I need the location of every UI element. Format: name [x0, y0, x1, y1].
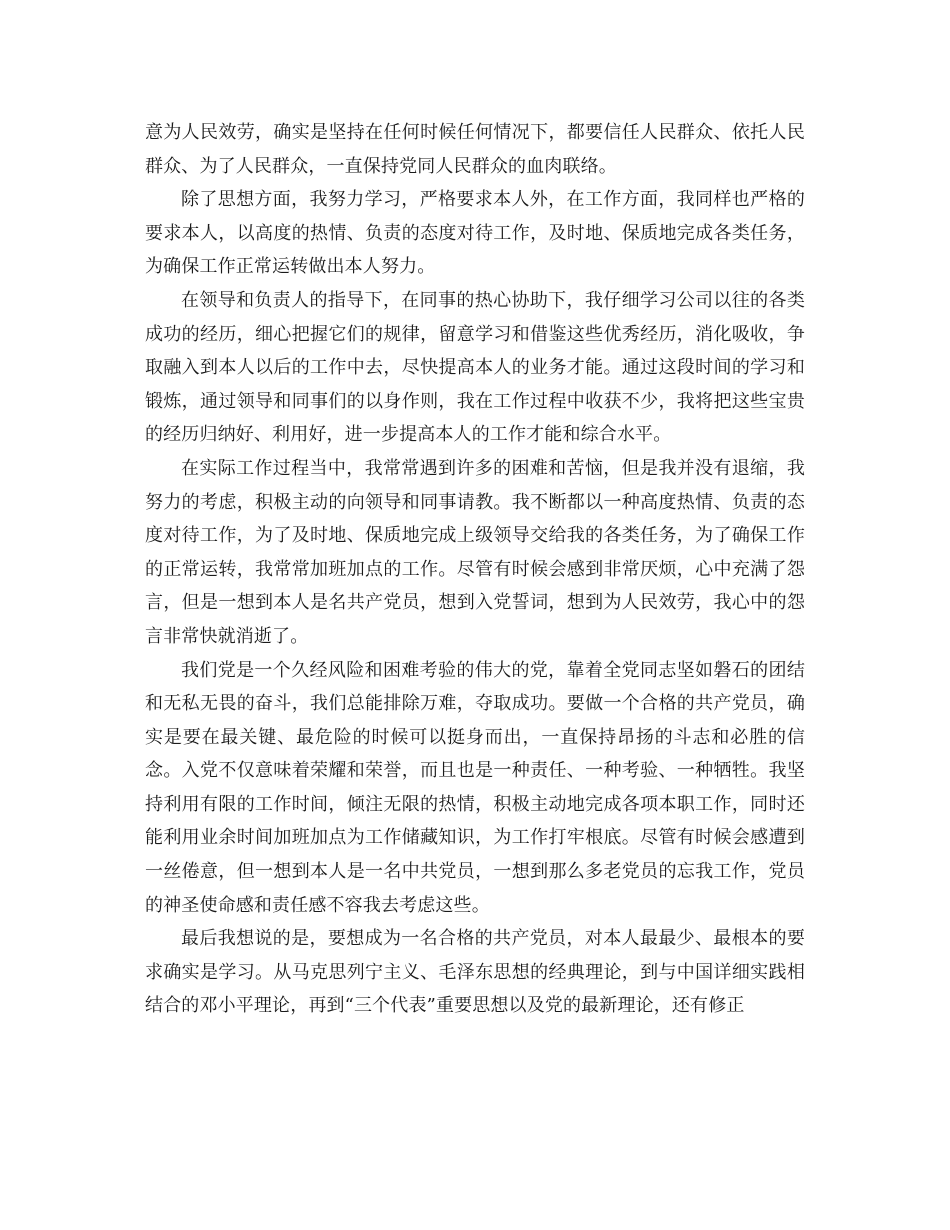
document-body — [145, 116, 805, 1023]
paragraph-2: 除了思想方面，我努力学习，严格要求本人外，在工作方面，我同样也严格的要求本人，以高度的热情、负责的态度对待工作，及时地、保质地完成各类任务，为确保工作正常运转做出本人努力。 — [145, 189, 805, 278]
paragraph-3: 在领导和负责人的指导下，在同事的热心协助下，我仔细学习公司以往的各类成功的经历，细心把握它们的规律，留意学习和借鉴这些优秀经历，消化吸收，争取融入到本人以后的工作中去，尽快提高本人的业务才能。通过这段时间的学习和锻炼，通过领导和同事们的以身作则，我在工作过程中收获不少，我将把这些宝贵的经历归纳好、利用好，进一步提高本人的工作才能和综合水平。 — [145, 289, 805, 446]
paragraph-1: 意为人民效劳，确实是坚持在任何时候任何情况下，都要信任人民群众、依托人民群众、为了人民群众，一直保持党同人民群众的血肉联络。 — [145, 122, 805, 177]
paragraph-5: 我们党是一个久经风险和困难考验的伟大的党，靠着全党同志坚如磐石的团结和无私无畏的奋斗，我们总能排除万难，夺取成功。要做一个合格的共产党员，确实是要在最关键、最危险的时候可以挺身而出，一直保持昂扬的斗志和必胜的信念。入党不仅意味着荣耀和荣誉，而且也是一种责任、一种考验、一种牺牲。我坚持利用有限的工作时间，倾注无限的热情，积极主动地完成各项本职工作，同时还能利用业余时间加班加点为工作储藏知识，为工作打牢根底。尽管有时候会感遭到一丝倦意，但一想到本人是一名中共党员，一想到那么多老党员的忘我工作，党员的神圣使命感和责任感不容我去考虑这些。 — [145, 659, 805, 916]
paragraph-6: 最后我想说的是，要想成为一名合格的共产党员，对本人最最少、最根本的要求确实是学习。从马克思列宁主义、毛泽东思想的经典理论，到与中国详细实践相结合的邓小平理论，再到“三个代表”重要思想以及党的最新理论，还有修正 — [145, 928, 805, 1017]
paragraph-4: 在实际工作过程当中，我常常遇到许多的困难和苦恼，但是我并没有退缩，我努力的考虑，积极主动的向领导和同事请教。我不断都以一种高度热情、负责的态度对待工作，为了及时地、保质地完成上级领导交给我的各类任务，为了确保工作的正常运转，我常常加班加点的工作。尽管有时候会感到非常厌烦，心中充满了怨言，但是一想到本人是名共产党员，想到入党誓词，想到为人民效劳，我心中的怨言非常快就消逝了。 — [145, 457, 805, 647]
